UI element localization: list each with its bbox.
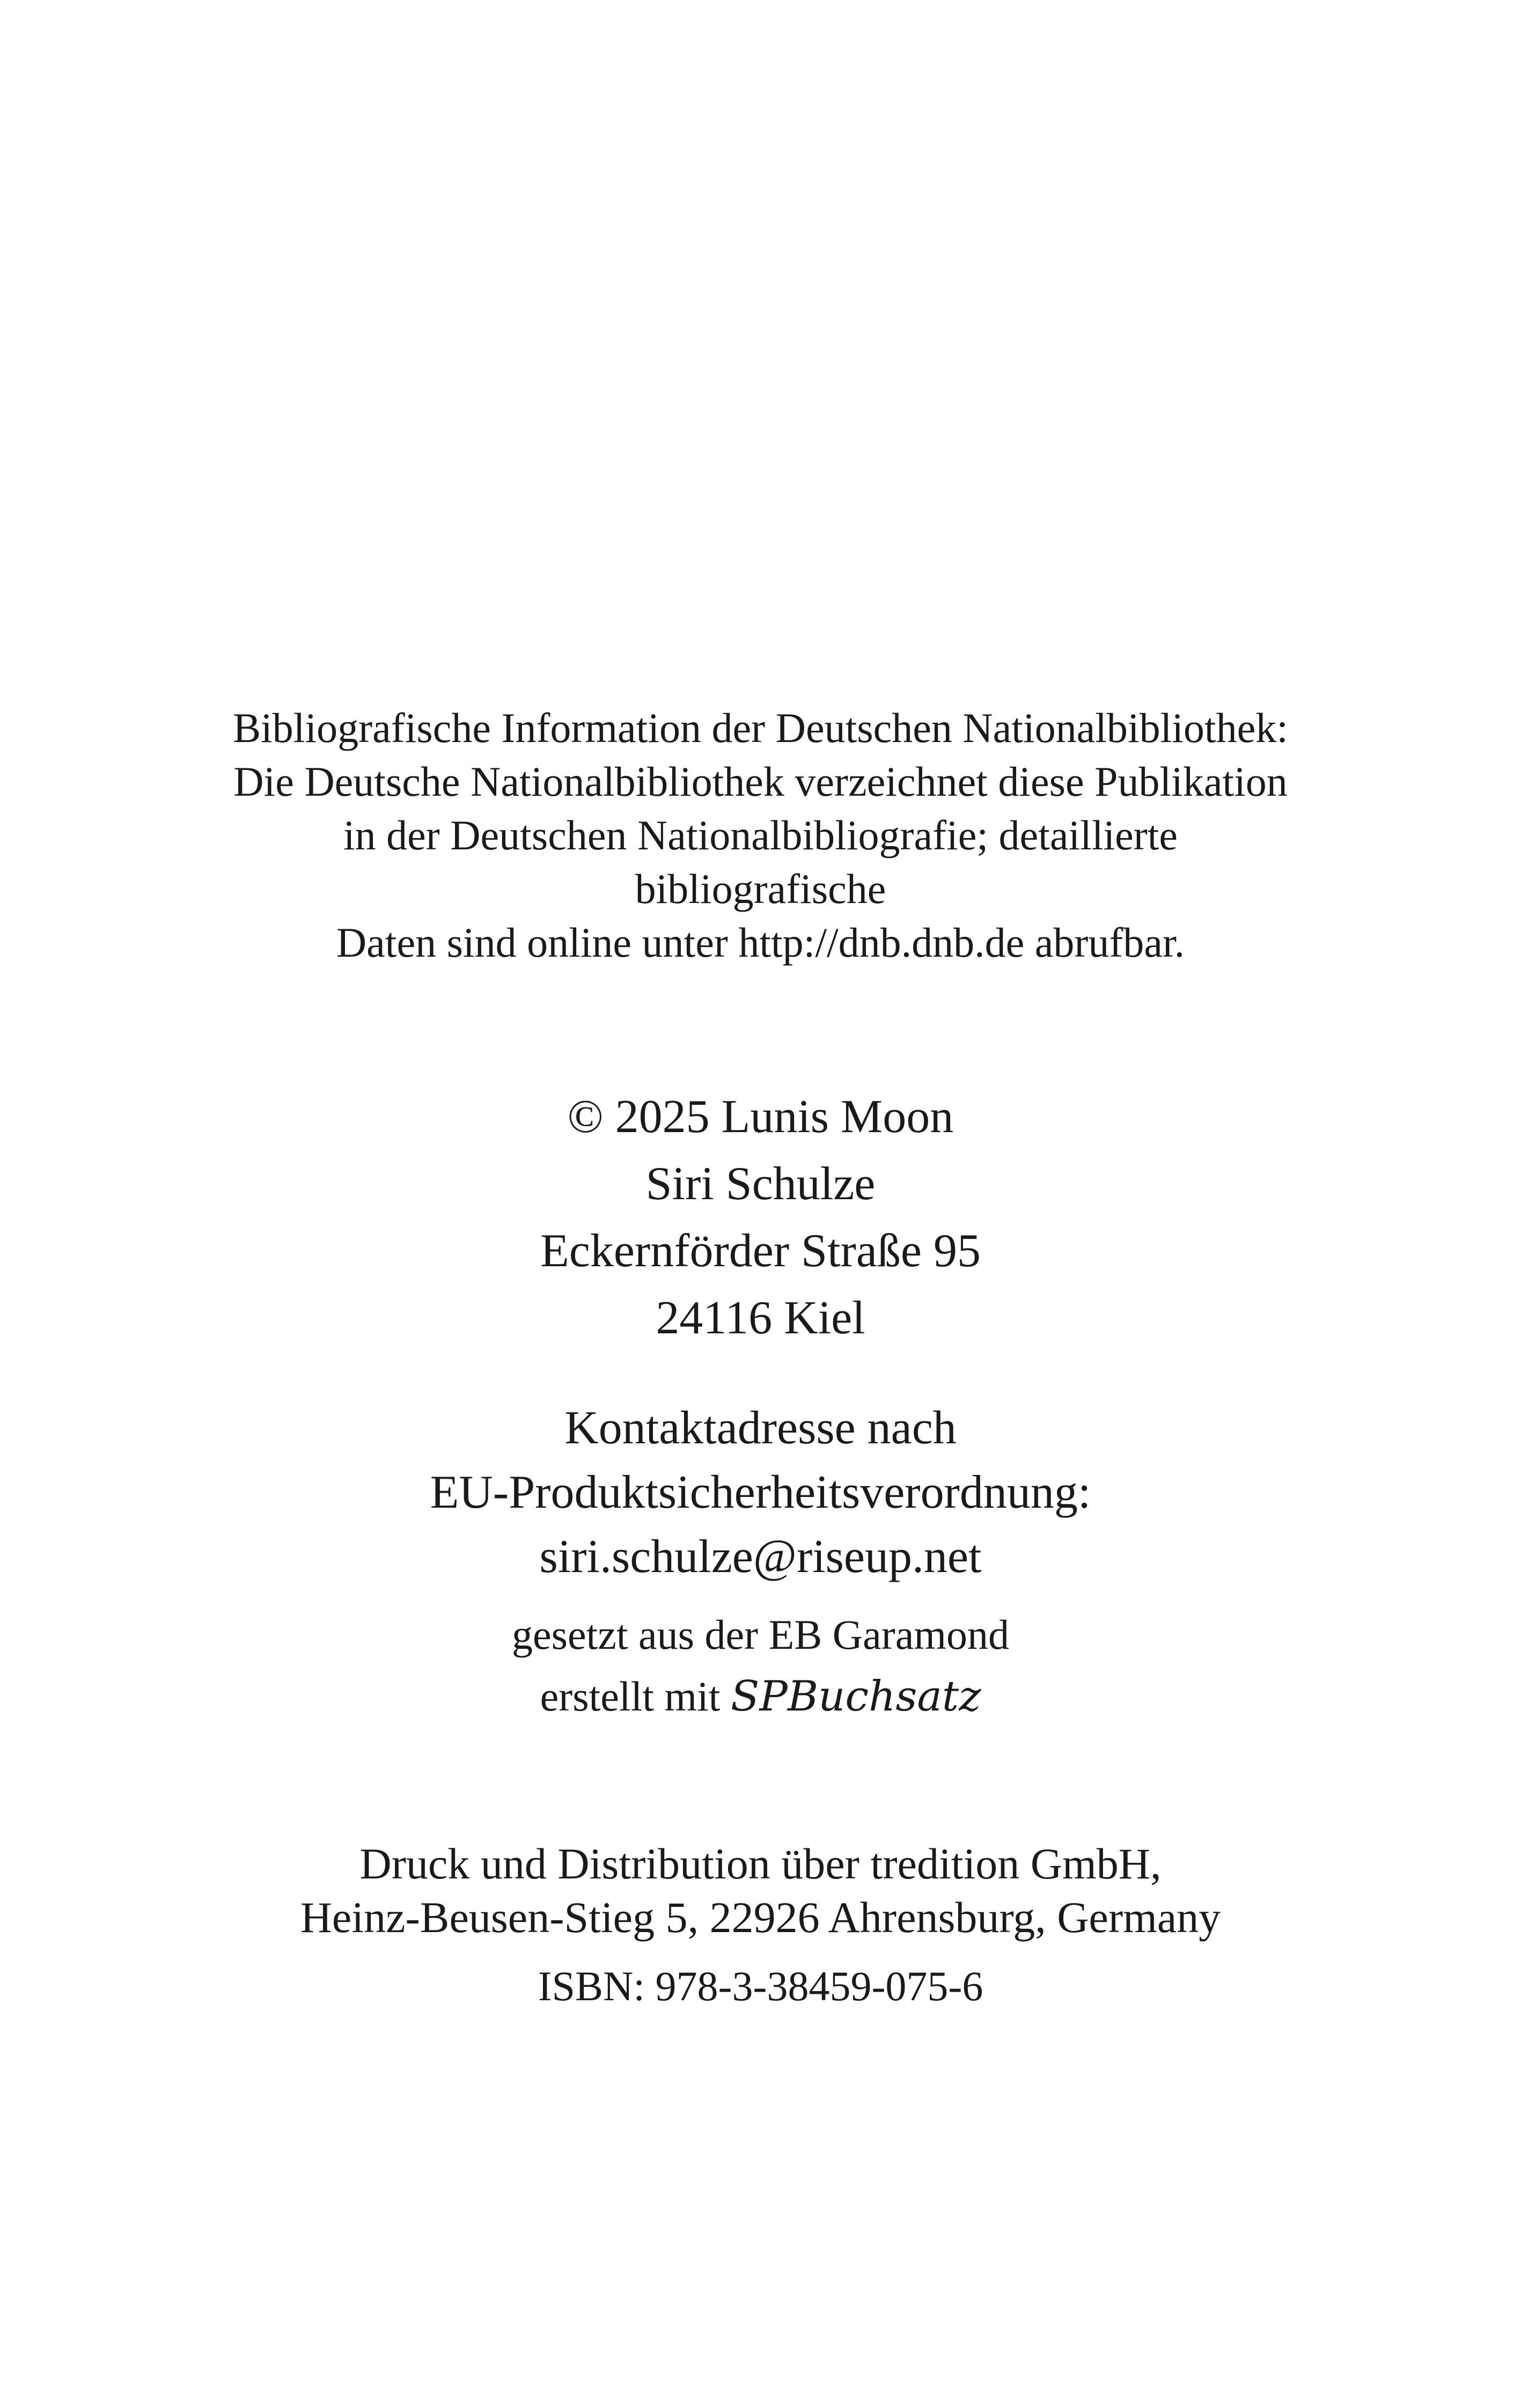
contact-line-2: EU-Produktsicherheitsverordnung: (430, 1466, 1091, 1518)
printer-line-2: Heinz-Beusen-Stieg 5, 22926 Ahrensburg, Germany (300, 1893, 1221, 1942)
bib-line-5: Daten sind online unter http://dnb.dnb.de abrufbar. (336, 919, 1185, 966)
created-prefix: erstellt mit (540, 1673, 721, 1720)
created-tool: SPBuchsatz (730, 1672, 981, 1721)
typesetting-font: gesetzt aus der EB Garamond (511, 1611, 1009, 1658)
printer-line-1: Druck und Distribution über tredition GmbH, (359, 1839, 1162, 1888)
publisher-name: Siri Schulze (645, 1158, 876, 1210)
bib-line-4: bibliografische (635, 865, 886, 912)
bib-line-3: in der Deutschen Nationalbibliografie; detaillierte (343, 812, 1178, 858)
bib-line-1: Bibliografische Information der Deutschen Nationalbibliothek: (233, 704, 1288, 751)
publisher-city: 24116 Kiel (656, 1292, 865, 1344)
publisher-street: Eckernförder Straße 95 (540, 1225, 981, 1277)
isbn: ISBN: 978-3-38459-075-6 (538, 1963, 983, 2009)
contact-email: siri.schulze@riseup.net (539, 1531, 982, 1583)
copyright-notice: © 2025 Lunis Moon (567, 1091, 954, 1143)
typesetting-created (0, 1672, 1521, 1721)
contact-line-1: Kontaktadresse nach (564, 1402, 957, 1454)
bib-line-2: Die Deutsche Nationalbibliothek verzeichnet diese Publikation (233, 758, 1288, 805)
